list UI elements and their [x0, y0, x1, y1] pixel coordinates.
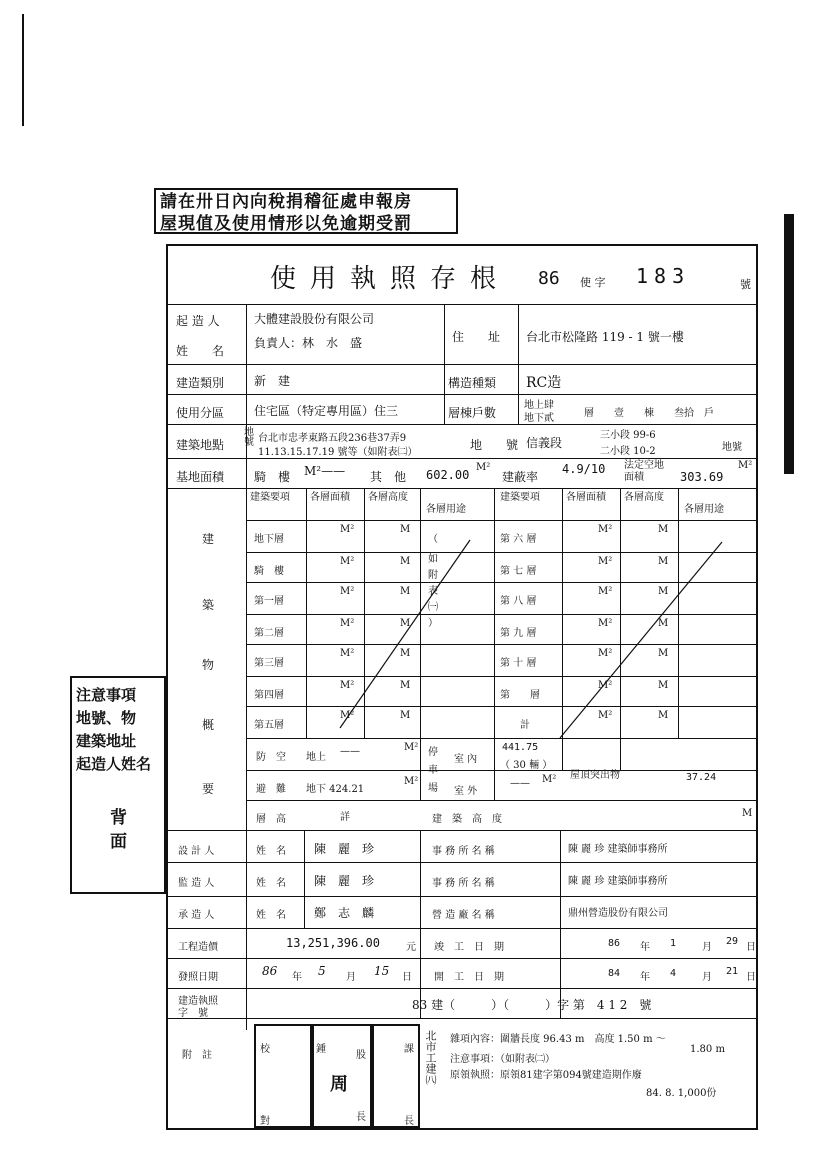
permit-label-2: 字 號	[178, 1008, 208, 1019]
floors-above: 地上肆	[524, 400, 554, 411]
completion-label: 竣 工 日 期	[434, 942, 504, 953]
roof-value: 37.24	[686, 772, 717, 783]
designer-name-label: 姓 名	[256, 846, 286, 857]
year-char: 年	[640, 942, 650, 953]
year-char: 年	[640, 972, 650, 983]
parking-outdoor-value: ——	[510, 778, 530, 789]
usage-note: ㈠	[428, 602, 438, 613]
area-unit: M²	[598, 556, 613, 567]
issue-label: 發照日期	[178, 972, 218, 983]
side-column: 地號、物	[76, 709, 137, 727]
lot-section: 信義段	[526, 436, 563, 450]
start-label: 開 工 日 期	[434, 972, 504, 983]
parking-outdoor-label: 室 外	[454, 786, 478, 797]
units-value: 層 壹 棟 叁拾 戶	[584, 408, 714, 419]
height-unit: M	[658, 680, 669, 691]
open-space-label: 法定空地面積	[624, 460, 664, 483]
notes-line-3: 注意事項：（如附表㈡）	[450, 1054, 555, 1065]
designer-role: 設 計 人	[178, 846, 215, 857]
contractor-office: 鼎州營造股份有限公司	[568, 908, 668, 919]
height-unit: M	[658, 556, 669, 567]
header-area: 各層面積	[310, 492, 350, 503]
floor-row-label-right: 第 八 層	[500, 596, 537, 607]
shelter-unit-2: M²	[404, 776, 419, 787]
floor-row-label: 第五層	[254, 720, 284, 731]
applicant-name: 大體建設股份有限公司	[254, 312, 375, 326]
arcade-label: 騎 樓	[254, 470, 291, 484]
lot-unit: 地號	[722, 442, 742, 453]
area-unit: M²	[598, 586, 613, 597]
parking-indoor-value: 441.75	[502, 742, 539, 753]
completion-day: 29	[726, 936, 739, 947]
structure-value: RC造	[526, 375, 562, 391]
area-unit: M²	[598, 524, 613, 535]
day-char: 日	[746, 972, 756, 983]
open-space-value: 303.69	[680, 470, 724, 484]
notes-line-4: 原領執照：原領81建字第094號建造期作廢	[450, 1070, 642, 1081]
header-area-2: 各層面積	[566, 492, 606, 503]
stamp-char: 股	[356, 1050, 366, 1061]
contractor-role: 承 造 人	[178, 910, 215, 921]
floor-row-label: 第四層	[254, 690, 284, 701]
building-height-unit: M	[742, 808, 753, 819]
header-usage: 各層用途	[426, 504, 466, 515]
lot-sub-2: 二小段 10-2	[600, 446, 656, 457]
building-section-char: 要	[202, 782, 215, 796]
usage-note: （	[428, 534, 438, 545]
issue-day: 15	[374, 964, 390, 978]
start-month: 4	[670, 968, 677, 979]
completion-year: 86	[608, 938, 621, 949]
notes-label: 附 註	[182, 1050, 212, 1061]
supervisor-name-label: 姓 名	[256, 878, 286, 889]
start-year: 84	[608, 968, 621, 979]
contractor-office-label: 營 造 廠 名 稱	[432, 910, 495, 921]
parking-label: 停車場	[428, 747, 438, 794]
area-unit: M²	[598, 710, 613, 721]
category-value: 新 建	[254, 374, 291, 388]
open-space-unit: M²	[738, 460, 753, 471]
supervisor-role: 監 造 人	[178, 878, 215, 889]
applicant-label-2: 姓 名	[176, 344, 225, 358]
year-char: 年	[292, 972, 302, 983]
supervisor-office: 陳 麗 珍 建築師事務所	[568, 876, 668, 887]
floor-height-label: 層 高	[256, 814, 286, 825]
applicant-rep: 負責人：林 水 盛	[254, 336, 363, 350]
floor-row-label-right: 第 七 層	[500, 566, 537, 577]
side-column: 起造人姓名	[76, 755, 152, 773]
notes-line-1: 雜項內容：圍牆長度 96.43 m 高度 1.50 m ～	[450, 1034, 666, 1045]
area-unit: M²	[598, 618, 613, 629]
side-column: 注意事項	[76, 686, 137, 704]
arcade-value: M²——	[304, 464, 346, 478]
stamp-char: 長	[356, 1112, 366, 1123]
cost-value: 13,251,396.00	[286, 936, 380, 950]
start-day: 21	[726, 966, 739, 977]
floors-below: 地下貳	[524, 413, 554, 424]
day-char: 日	[746, 942, 756, 953]
structure-label: 構造種類	[448, 376, 497, 390]
address-label: 住 址	[452, 330, 501, 344]
floor-row-label: 第二層	[254, 628, 284, 639]
designer-office: 陳 麗 珍 建築師事務所	[568, 844, 668, 855]
site-area-label: 基地面積	[176, 470, 225, 484]
area-unit: M²	[340, 618, 355, 629]
stamp-seal: 周	[330, 1074, 348, 1095]
site-address-2: 11.13.15.17.19 號等（如附表㈡）	[258, 447, 418, 458]
coverage-label: 建蔽率	[502, 470, 539, 484]
category-label: 建造類別	[176, 376, 225, 390]
height-unit: M	[400, 556, 411, 567]
supervisor-name: 陳 麗 珍	[314, 874, 375, 888]
lot-sub-1: 三小段 99-6	[600, 430, 656, 441]
height-unit: M	[400, 710, 411, 721]
contractor-name: 鄭 志 麟	[314, 906, 375, 920]
header-height-2: 各層高度	[624, 492, 664, 503]
permit-label-1: 建造執照	[178, 996, 218, 1007]
other-label: 其 他	[370, 470, 407, 484]
usage-note: 附	[428, 570, 438, 581]
title-word: 使 字	[580, 276, 606, 289]
review-stamp-1	[254, 1024, 312, 1128]
building-section-char: 概	[202, 718, 215, 732]
side-back-label: 背面	[110, 808, 127, 852]
height-unit: M	[658, 524, 669, 535]
floor-row-label: 地下層	[254, 534, 284, 545]
coverage-value: 4.9/10	[562, 462, 606, 476]
usage-note: ）	[428, 618, 438, 629]
area-unit: M²	[340, 524, 355, 535]
agency-mark: 北市工建㈧	[424, 1030, 437, 1085]
height-unit: M	[400, 586, 411, 597]
area-unit: M²	[340, 586, 355, 597]
roof-label: 屋頂突出物	[570, 770, 620, 781]
floor-row-label-right: 第 十 層	[500, 658, 537, 669]
header-item-2: 建築要項	[500, 492, 540, 503]
shelter-label-1: 防 空	[256, 752, 286, 763]
area-unit: M²	[598, 680, 613, 691]
header-height: 各層高度	[368, 492, 408, 503]
other-unit: M²	[476, 462, 491, 473]
title-year: 86	[538, 268, 560, 289]
completion-month: 1	[670, 938, 677, 949]
shelter-label-2: 避 難	[256, 784, 286, 795]
floor-row-label-right: 第 層	[500, 690, 540, 701]
header-item: 建築要項	[250, 492, 290, 503]
review-stamp-2	[312, 1024, 372, 1128]
height-unit: M	[400, 648, 411, 659]
supervisor-office-label: 事 務 所 名 稱	[432, 878, 495, 889]
other-value: 602.00	[426, 468, 470, 482]
title-suffix: 號	[740, 278, 751, 291]
shelter-above-value: ——	[340, 746, 360, 757]
height-unit: M	[658, 648, 669, 659]
site-label: 建築地點	[176, 438, 225, 452]
floor-row-label: 第三層	[254, 658, 284, 669]
applicant-address: 台北市松隆路 119 - 1 號一樓	[526, 330, 684, 344]
notes-line-2: 1.80 m	[690, 1044, 725, 1055]
parking-indoor-count: （ 30 輛 ）	[500, 760, 553, 771]
stamp-char: 校	[260, 1044, 270, 1055]
print-footer: 84. 8. 1,000份	[646, 1088, 717, 1099]
area-unit: M²	[598, 648, 613, 659]
side-column: 建築地址	[76, 732, 137, 750]
designer-office-label: 事 務 所 名 稱	[432, 846, 495, 857]
floor-row-label-right: 計	[520, 720, 530, 731]
strike-line	[340, 540, 470, 728]
height-unit: M	[400, 618, 411, 629]
cost-label: 工程造價	[178, 942, 218, 953]
floor-row-label: 第一層	[254, 596, 284, 607]
applicant-label: 起 造 人	[176, 314, 220, 328]
side-columns	[76, 684, 164, 776]
parking-indoor-label: 室 內	[454, 754, 478, 765]
usage-note: 如	[428, 554, 438, 565]
month-char: 月	[702, 942, 712, 953]
day-char: 日	[402, 972, 412, 983]
shelter-below: 地下 424.21	[306, 784, 365, 795]
side-reminder-box	[70, 676, 166, 894]
issue-year: 86	[262, 964, 278, 978]
shelter-above: 地上	[306, 752, 326, 763]
site-address-1: 台北市忠孝東路五段236巷37弄9	[258, 433, 407, 444]
permit-number: 183	[636, 264, 691, 288]
page-title: 使用執照存根	[270, 264, 511, 294]
floor-height-value: 詳	[340, 812, 350, 823]
contractor-name-label: 姓 名	[256, 910, 286, 921]
notice-line-1: 請在卅日內向稅捐稽征處申報房	[160, 192, 412, 212]
stamp-char: 長	[404, 1116, 414, 1127]
zoning-value: 住宅區（特定專用區）住三	[254, 404, 399, 418]
header-usage-2: 各層用途	[684, 504, 724, 515]
designer-name: 陳 麗 珍	[314, 842, 375, 856]
cost-unit: 元	[406, 942, 416, 953]
site-sublabel-1: 地號	[244, 427, 254, 448]
height-unit: M	[658, 710, 669, 721]
height-unit: M	[658, 586, 669, 597]
height-unit: M	[658, 618, 669, 629]
permit-value: 83 建（ ）（ ）字 第 4 1 2 號	[412, 998, 652, 1012]
building-section-char: 建	[202, 532, 215, 546]
strike-line	[560, 542, 722, 738]
stamp-char: 課	[404, 1044, 414, 1055]
building-height-label: 建 築 高 度	[432, 814, 502, 825]
floor-row-label-right: 第 九 層	[500, 628, 537, 639]
building-section-char: 物	[202, 658, 215, 672]
height-unit: M	[400, 680, 411, 691]
zoning-label: 使用分區	[176, 406, 225, 420]
stamp-char: 對	[260, 1116, 270, 1127]
area-unit: M²	[340, 556, 355, 567]
review-stamp-3	[372, 1024, 420, 1128]
notice-line-2: 屋現值及使用情形以免逾期受罰	[160, 214, 412, 234]
height-unit: M	[400, 524, 411, 535]
building-section-char: 築	[202, 598, 215, 612]
parking-outdoor-unit: M²	[542, 774, 557, 785]
area-unit: M²	[340, 680, 355, 691]
issue-month: 5	[318, 964, 326, 978]
floors-label: 層棟戶數	[448, 406, 497, 420]
month-char: 月	[702, 972, 712, 983]
stamp-char: 鍾	[316, 1044, 326, 1055]
area-unit: M²	[340, 648, 355, 659]
area-unit: M²	[340, 710, 355, 721]
month-char: 月	[346, 972, 356, 983]
shelter-unit: M²	[404, 742, 419, 753]
lot-label: 地 號	[470, 438, 519, 452]
floor-row-label: 騎 樓	[254, 566, 284, 577]
floor-row-label-right: 第 六 層	[500, 534, 537, 545]
usage-note: 表	[428, 586, 438, 597]
